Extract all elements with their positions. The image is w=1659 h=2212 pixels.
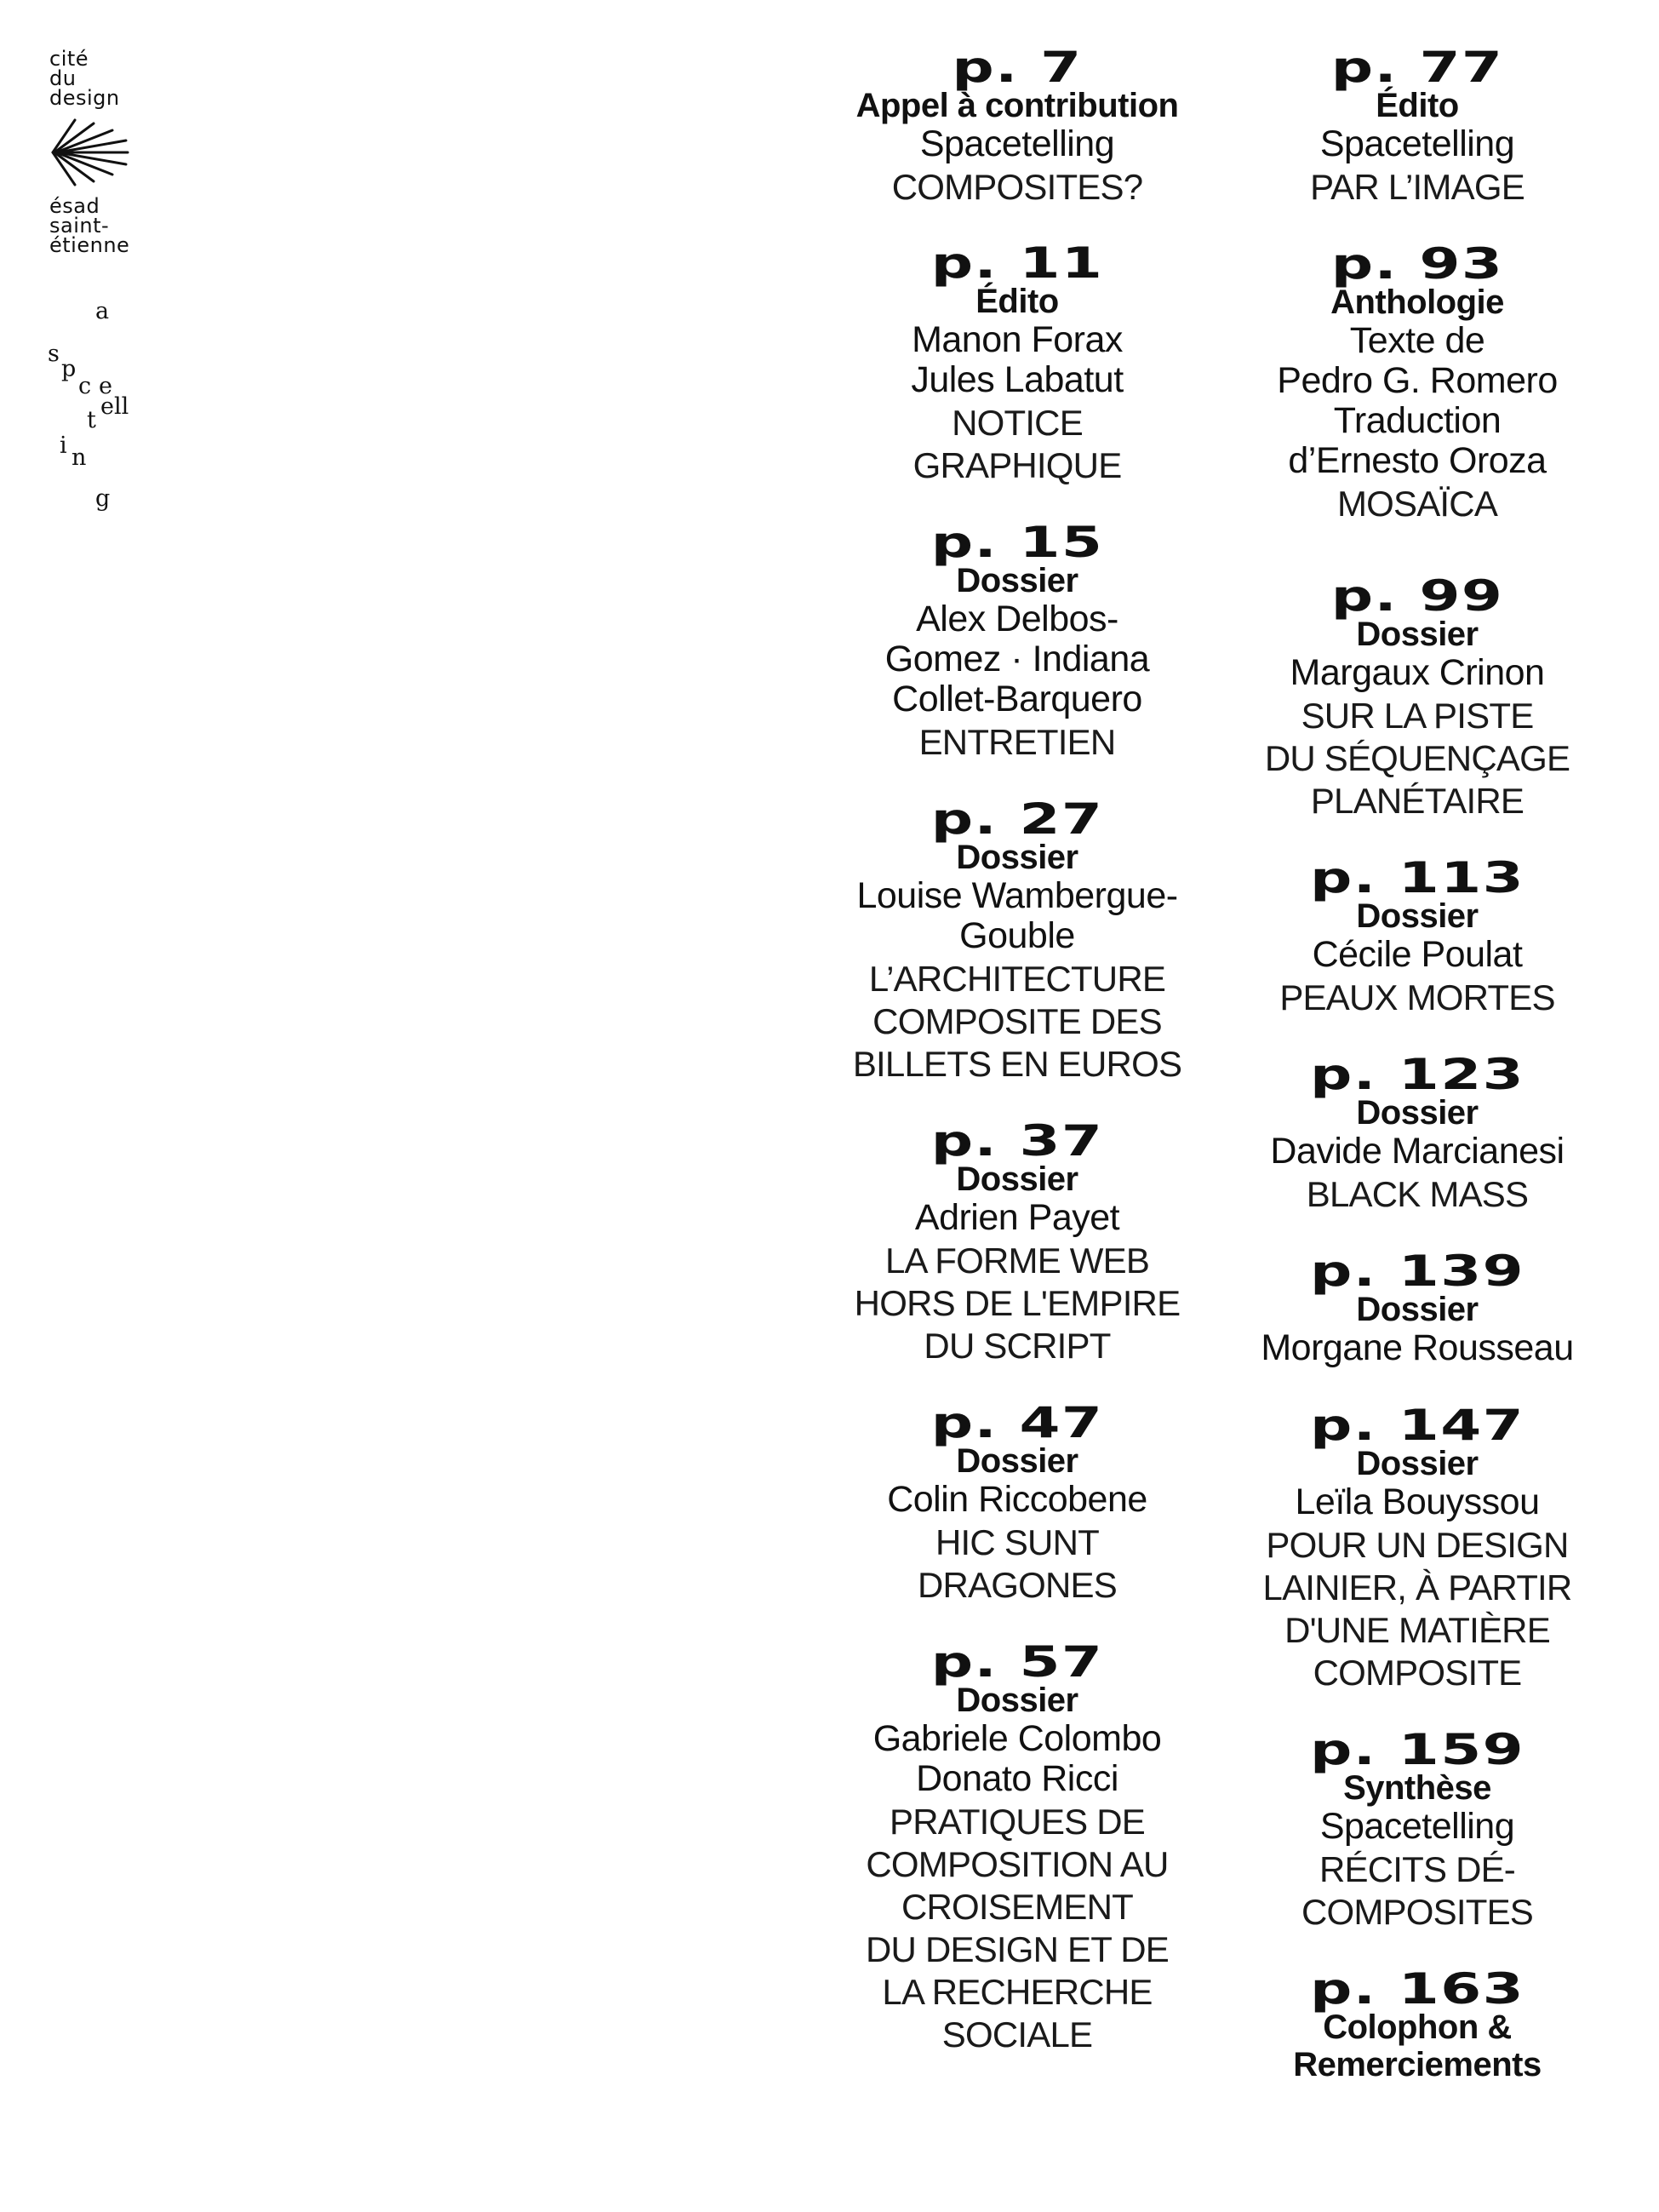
page-number: p. 57 xyxy=(930,1637,1104,1687)
section-type: Dossier xyxy=(956,1682,1078,1719)
article-title-line: PRATIQUES DE xyxy=(889,1802,1145,1842)
page-number: p. 11 xyxy=(930,238,1104,288)
title-letter: n xyxy=(72,444,87,471)
article-title-line: L’ARCHITECTURE xyxy=(868,959,1166,999)
article-title-line: COMPOSITE DES xyxy=(872,1001,1162,1041)
toc-entry[interactable] xyxy=(1213,1246,1622,1368)
toc-entry[interactable] xyxy=(1213,1964,1622,2083)
section-type: Remerciements xyxy=(1293,2046,1542,2083)
article-title-line: LA RECHERCHE xyxy=(882,1972,1153,2012)
article-title-line: ENTRETIEN xyxy=(918,722,1116,762)
section-type: Dossier xyxy=(1356,1445,1479,1482)
author-line: Spacetelling xyxy=(1319,123,1515,164)
title-letter: p xyxy=(61,356,77,382)
page-number: p. 47 xyxy=(930,1398,1104,1447)
toc-entry[interactable] xyxy=(821,794,1213,1084)
section-type: Dossier xyxy=(956,562,1078,599)
author-line: Adrien Payet xyxy=(914,1197,1120,1238)
page-number: p. 147 xyxy=(1310,1401,1525,1450)
toc-entry[interactable] xyxy=(1213,43,1622,207)
section-type: Colophon & xyxy=(1323,2009,1512,2046)
page-number: p. 27 xyxy=(930,794,1104,844)
page-number: p. 15 xyxy=(930,518,1104,567)
title-letter: t xyxy=(87,407,96,433)
toc-entry[interactable] xyxy=(1213,571,1622,821)
title-letter: e xyxy=(99,373,112,399)
author-line: Davide Marcianesi xyxy=(1270,1131,1565,1172)
article-title-line: SOCIALE xyxy=(941,2014,1093,2054)
page-number: p. 139 xyxy=(1310,1246,1525,1296)
article-title-line: DU SÉQUENÇAGE xyxy=(1264,738,1570,778)
section-type: Anthologie xyxy=(1330,284,1504,321)
toc-entry[interactable] xyxy=(1213,1050,1622,1214)
article-title-line: HIC SUNT xyxy=(935,1522,1099,1562)
article-title-line: PAR L’IMAGE xyxy=(1310,167,1525,207)
logo-word-design: design xyxy=(49,86,120,110)
article-title-line: BLACK MASS xyxy=(1306,1174,1529,1214)
section-type: Dossier xyxy=(956,1160,1078,1198)
page-number: p. 123 xyxy=(1310,1050,1525,1099)
article-title-line: COMPOSITES? xyxy=(891,167,1143,207)
author-line: d’Ernesto Oroza xyxy=(1288,440,1547,481)
article-title-line: COMPOSITION AU xyxy=(866,1844,1169,1884)
toc-entry[interactable] xyxy=(1213,1725,1622,1932)
article-title-line: PLANÉTAIRE xyxy=(1310,781,1525,821)
article-title-line: DU DESIGN ET DE xyxy=(866,1929,1169,1969)
toc-entry[interactable] xyxy=(1213,239,1622,524)
author-line: Spacetelling xyxy=(1319,1806,1515,1847)
article-title-line: DU SCRIPT xyxy=(924,1326,1111,1366)
title-letter: a xyxy=(95,298,110,324)
section-type: Dossier xyxy=(1356,1094,1479,1132)
author-line: Gomez · Indiana xyxy=(884,639,1150,679)
author-line: Manon Forax xyxy=(912,319,1123,360)
scattered-title-spacetelling xyxy=(43,298,162,528)
section-type: Dossier xyxy=(1356,616,1479,653)
section-type: Dossier xyxy=(1356,897,1479,935)
author-line: Morgane Rousseau xyxy=(1261,1327,1574,1368)
author-line: Margaux Crinon xyxy=(1290,652,1545,693)
section-type: Édito xyxy=(1376,87,1459,124)
article-title-line: D'UNE MATIÈRE xyxy=(1284,1610,1550,1650)
logo-word-cite: cité xyxy=(49,47,89,71)
toc-entry[interactable] xyxy=(1213,1401,1622,1693)
title-letter: ell xyxy=(100,393,129,420)
title-letter: s xyxy=(48,341,60,367)
toc-entry[interactable] xyxy=(1213,853,1622,1017)
article-title-line: POUR UN DESIGN xyxy=(1266,1525,1569,1565)
article-title-line: SUR LA PISTE xyxy=(1301,696,1534,736)
page-number: p. 163 xyxy=(1310,1964,1525,2014)
article-title-line: NOTICE xyxy=(952,403,1083,443)
article-title-line: CROISEMENT xyxy=(901,1887,1133,1927)
logo-word-esad: ésad xyxy=(49,194,100,218)
author-line: Pedro G. Romero xyxy=(1277,360,1558,401)
author-line: Alex Delbos- xyxy=(916,599,1118,639)
author-line: Leïla Bouyssou xyxy=(1295,1481,1540,1522)
author-line: Gabriele Colombo xyxy=(872,1718,1162,1759)
article-title-line: HORS DE L'EMPIRE xyxy=(854,1283,1181,1323)
page-number: p. 99 xyxy=(1330,571,1504,621)
logo-word-du: du xyxy=(49,66,77,90)
section-type: Dossier xyxy=(956,1442,1078,1480)
author-line: Spacetelling xyxy=(919,123,1115,164)
article-title-line: RÉCITS DÉ- xyxy=(1319,1849,1515,1889)
article-title-line: BILLETS EN EUROS xyxy=(852,1044,1182,1084)
logo-word-etienne: étienne xyxy=(49,233,130,257)
section-type: Dossier xyxy=(956,839,1078,876)
toc-entry[interactable] xyxy=(821,518,1213,762)
author-line: Donato Ricci xyxy=(916,1758,1118,1799)
article-title-line: DRAGONES xyxy=(918,1565,1117,1605)
author-line: Traduction xyxy=(1333,400,1502,441)
author-line: Jules Labatut xyxy=(911,359,1124,400)
toc-entry[interactable] xyxy=(821,1116,1213,1366)
page-number: p. 93 xyxy=(1330,239,1504,289)
page-number: p. 37 xyxy=(930,1116,1104,1166)
author-line: Texte de xyxy=(1349,320,1485,361)
title-letter: c xyxy=(78,373,92,399)
article-title-line: PEAUX MORTES xyxy=(1279,977,1555,1017)
article-title-line: COMPOSITE xyxy=(1313,1653,1522,1693)
title-letter: i xyxy=(60,433,67,459)
article-title-line: COMPOSITES xyxy=(1301,1892,1534,1932)
article-title-line: MOSAÏCA xyxy=(1336,484,1498,524)
toc-right-column xyxy=(1213,43,1622,2083)
page-number: p. 159 xyxy=(1310,1725,1525,1774)
section-type: Édito xyxy=(975,283,1059,320)
title-letter: g xyxy=(95,485,111,512)
page-number: p. 77 xyxy=(1330,43,1504,92)
section-type: Synthèse xyxy=(1343,1769,1491,1807)
logo-word-saint: saint- xyxy=(49,214,110,238)
section-type: Dossier xyxy=(1356,1291,1479,1328)
section-type: Appel à contribution xyxy=(855,87,1179,124)
cite-du-design-esad-logo xyxy=(49,49,177,255)
author-line: Collet-Barquero xyxy=(892,679,1142,719)
article-title-line: LAINIER, À PARTIR xyxy=(1262,1567,1572,1607)
article-title-line: GRAPHIQUE xyxy=(912,445,1122,485)
logo-rays-icon xyxy=(49,118,130,186)
page-number: p. 113 xyxy=(1310,853,1525,903)
author-line: Louise Wambergue- xyxy=(856,875,1178,916)
author-line: Colin Riccobene xyxy=(887,1479,1147,1520)
author-line: Cécile Poulat xyxy=(1312,934,1523,975)
article-title-line: LA FORME WEB xyxy=(884,1241,1150,1281)
author-line: Gouble xyxy=(959,915,1075,956)
page-number: p. 7 xyxy=(952,43,1083,92)
